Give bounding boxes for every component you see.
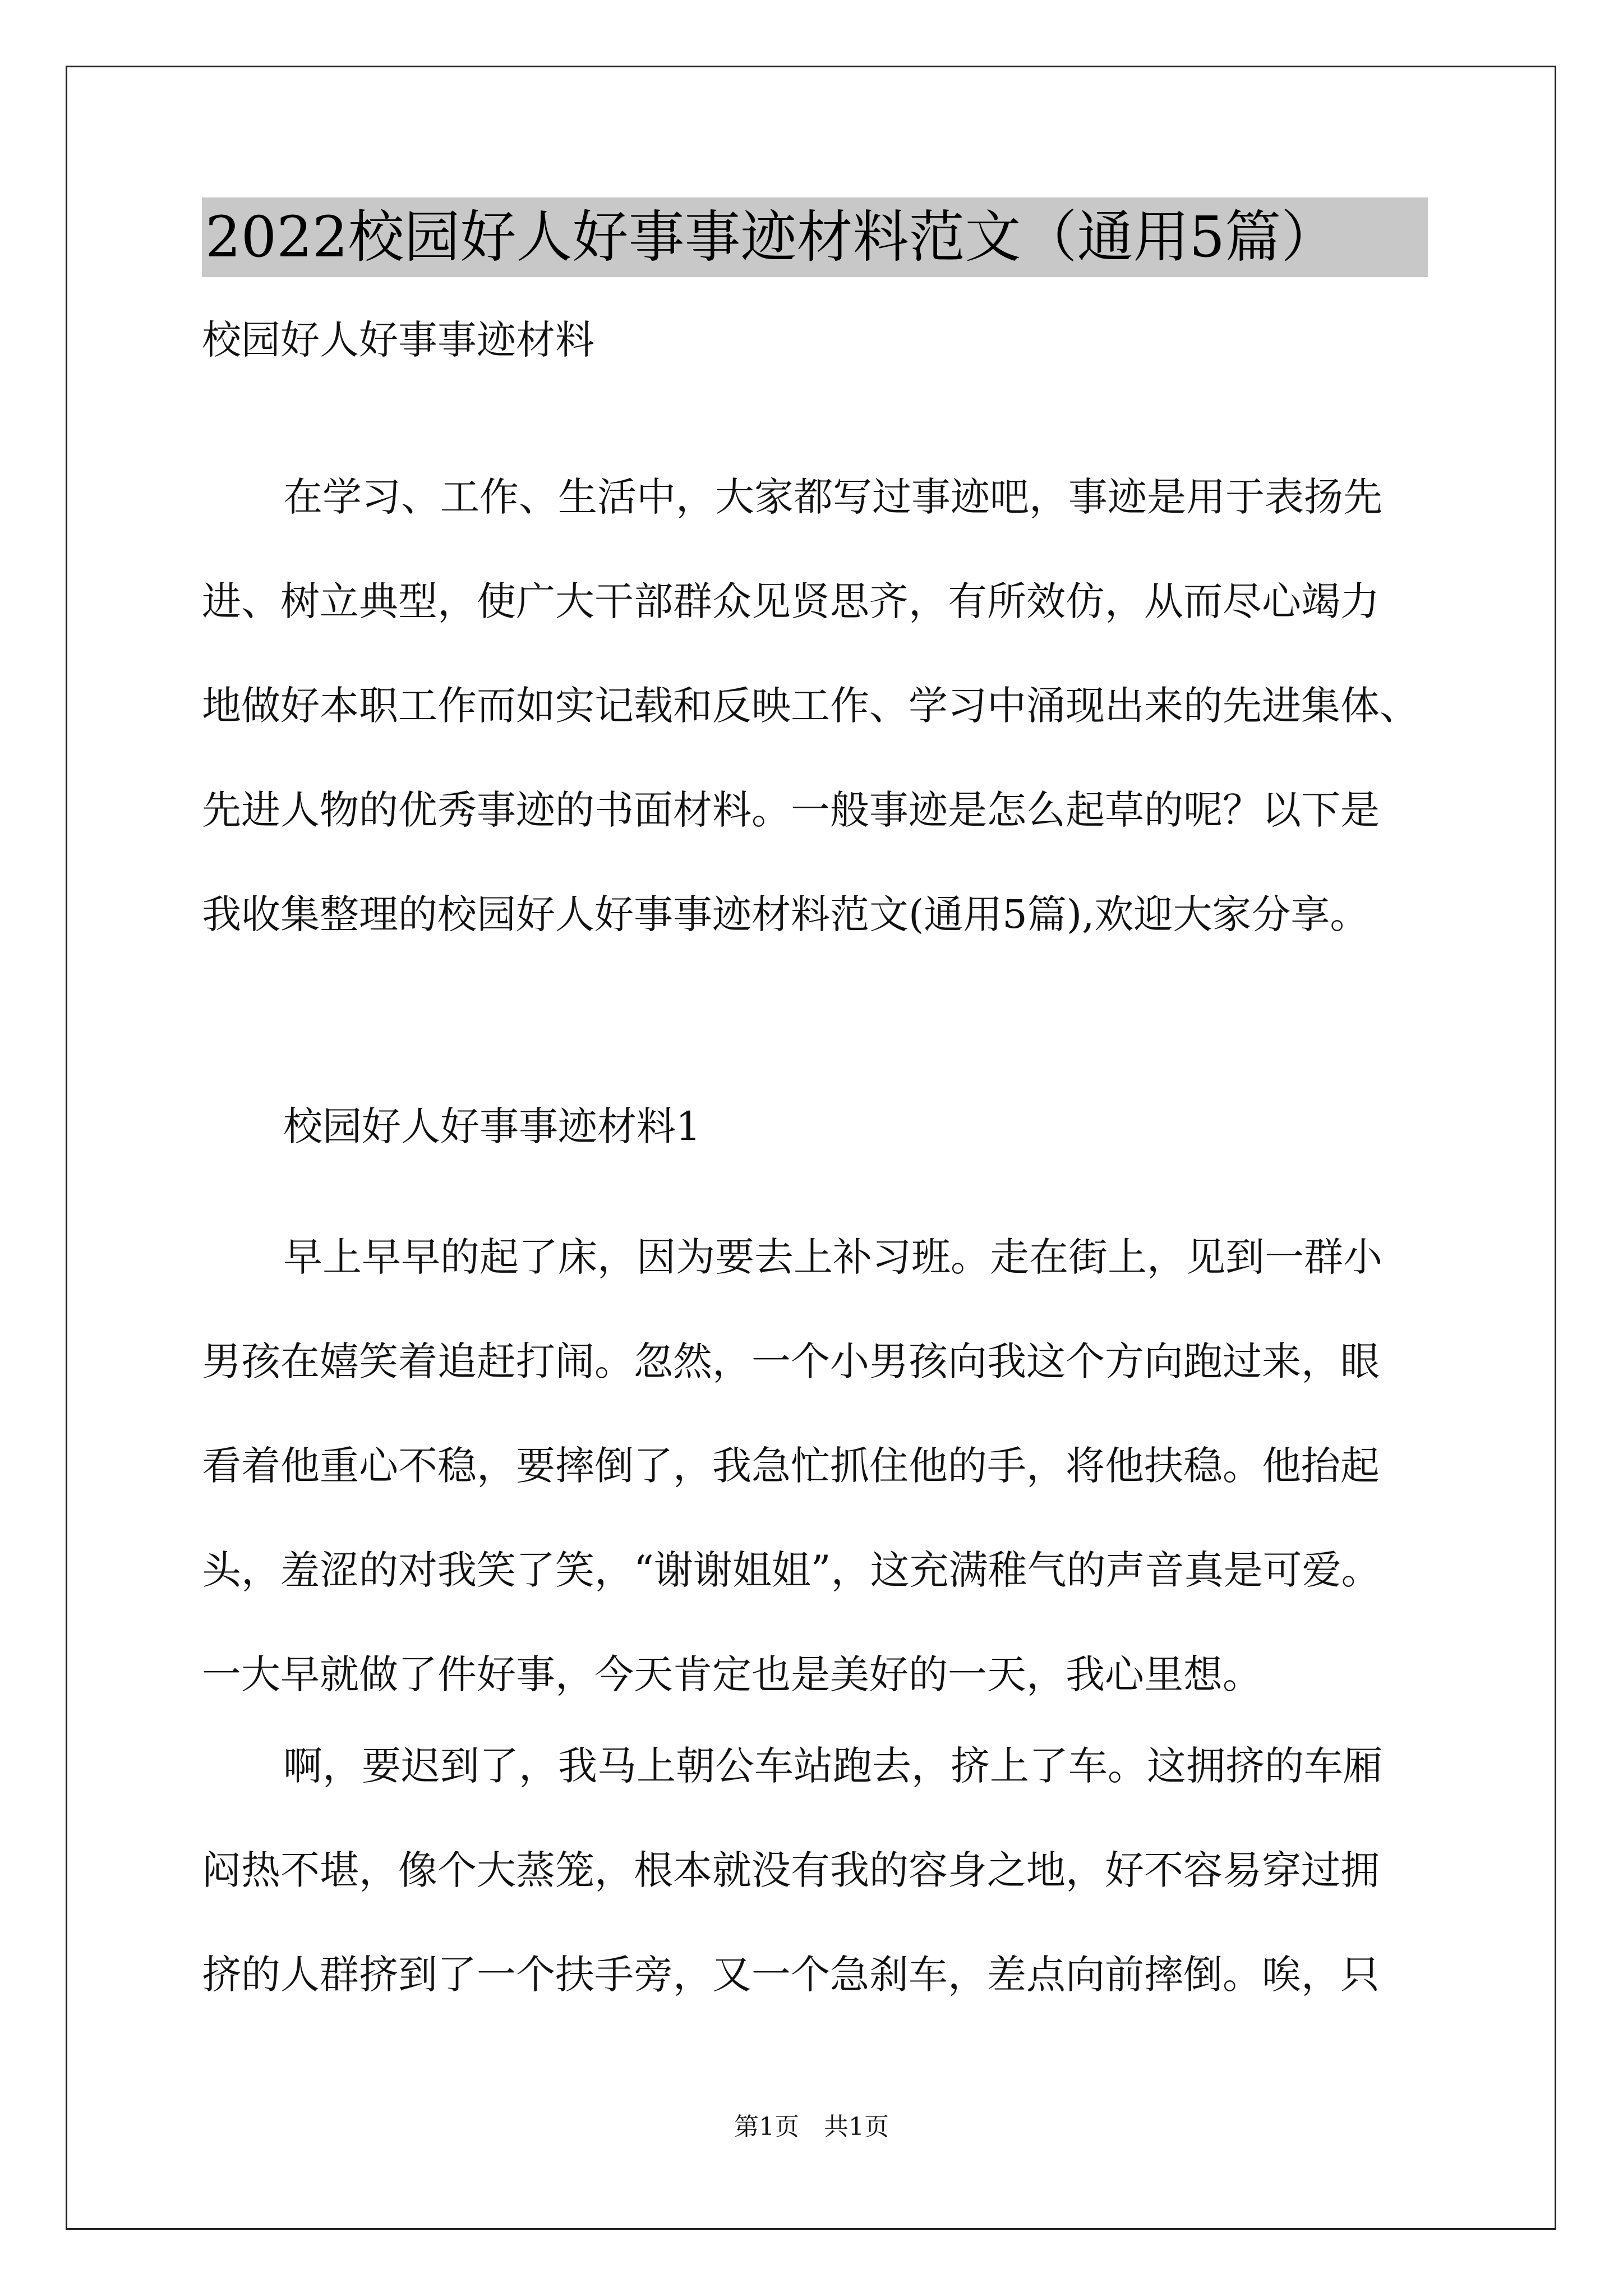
intro-line-2: 进、树立典型，使广大干部群众见贤思齐，有所效仿，从而尽心竭力 bbox=[202, 578, 1380, 624]
document-title: 2022校园好人好事事迹材料范文（通用5篇） bbox=[202, 197, 1428, 277]
page-footer: 第1页 共1页 bbox=[734, 2113, 889, 2141]
para2-line-3: 挤的人群挤到了一个扶手旁，又一个急刹车，差点向前摔倒。唉，只 bbox=[202, 1952, 1380, 1998]
intro-line-3: 地做好本职工作而如实记载和反映工作、学习中涌现出来的先进集体、 bbox=[202, 683, 1419, 729]
para2-line-2: 闷热不堪，像个大蒸笼，根本就没有我的容身之地，好不容易穿过拥 bbox=[202, 1847, 1380, 1893]
para1-line-4: 头，羞涩的对我笑了笑，“谢谢姐姐”，这充满稚气的声音真是可爱。 bbox=[202, 1547, 1381, 1593]
paragraph-2 bbox=[202, 1714, 1436, 2027]
section-heading-1: 校园好人好事事迹材料1 bbox=[283, 1103, 701, 1149]
paragraph-1 bbox=[202, 1205, 1436, 1727]
para1-line-1: 早上早早的起了床，因为要去上补习班。走在街上，见到一群小 bbox=[283, 1234, 1382, 1280]
para2-line-1: 啊，要迟到了，我马上朝公车站跑去，挤上了车。这拥挤的车厢 bbox=[283, 1743, 1382, 1789]
para1-line-2: 男孩在嬉笑着追赶打闹。忽然，一个小男孩向我这个方向跑过来，眼 bbox=[202, 1338, 1380, 1384]
para1-line-5: 一大早就做了件好事，今天肯定也是美好的一天，我心里想。 bbox=[202, 1651, 1262, 1697]
intro-line-1: 在学习、工作、生活中，大家都写过事迹吧，事迹是用于表扬先 bbox=[283, 474, 1382, 520]
intro-line-5: 我收集整理的校园好人好事事迹材料范文(通用5篇),欢迎大家分享。 bbox=[202, 891, 1370, 937]
intro-paragraph bbox=[202, 445, 1436, 967]
para1-line-3: 看着他重心不稳，要摔倒了，我急忙抓住他的手，将他扶稳。他抬起 bbox=[202, 1443, 1380, 1489]
document-subtitle: 校园好人好事事迹材料 bbox=[202, 317, 594, 363]
intro-line-4: 先进人物的优秀事迹的书面材料。一般事迹是怎么起草的呢？以下是 bbox=[202, 787, 1380, 833]
